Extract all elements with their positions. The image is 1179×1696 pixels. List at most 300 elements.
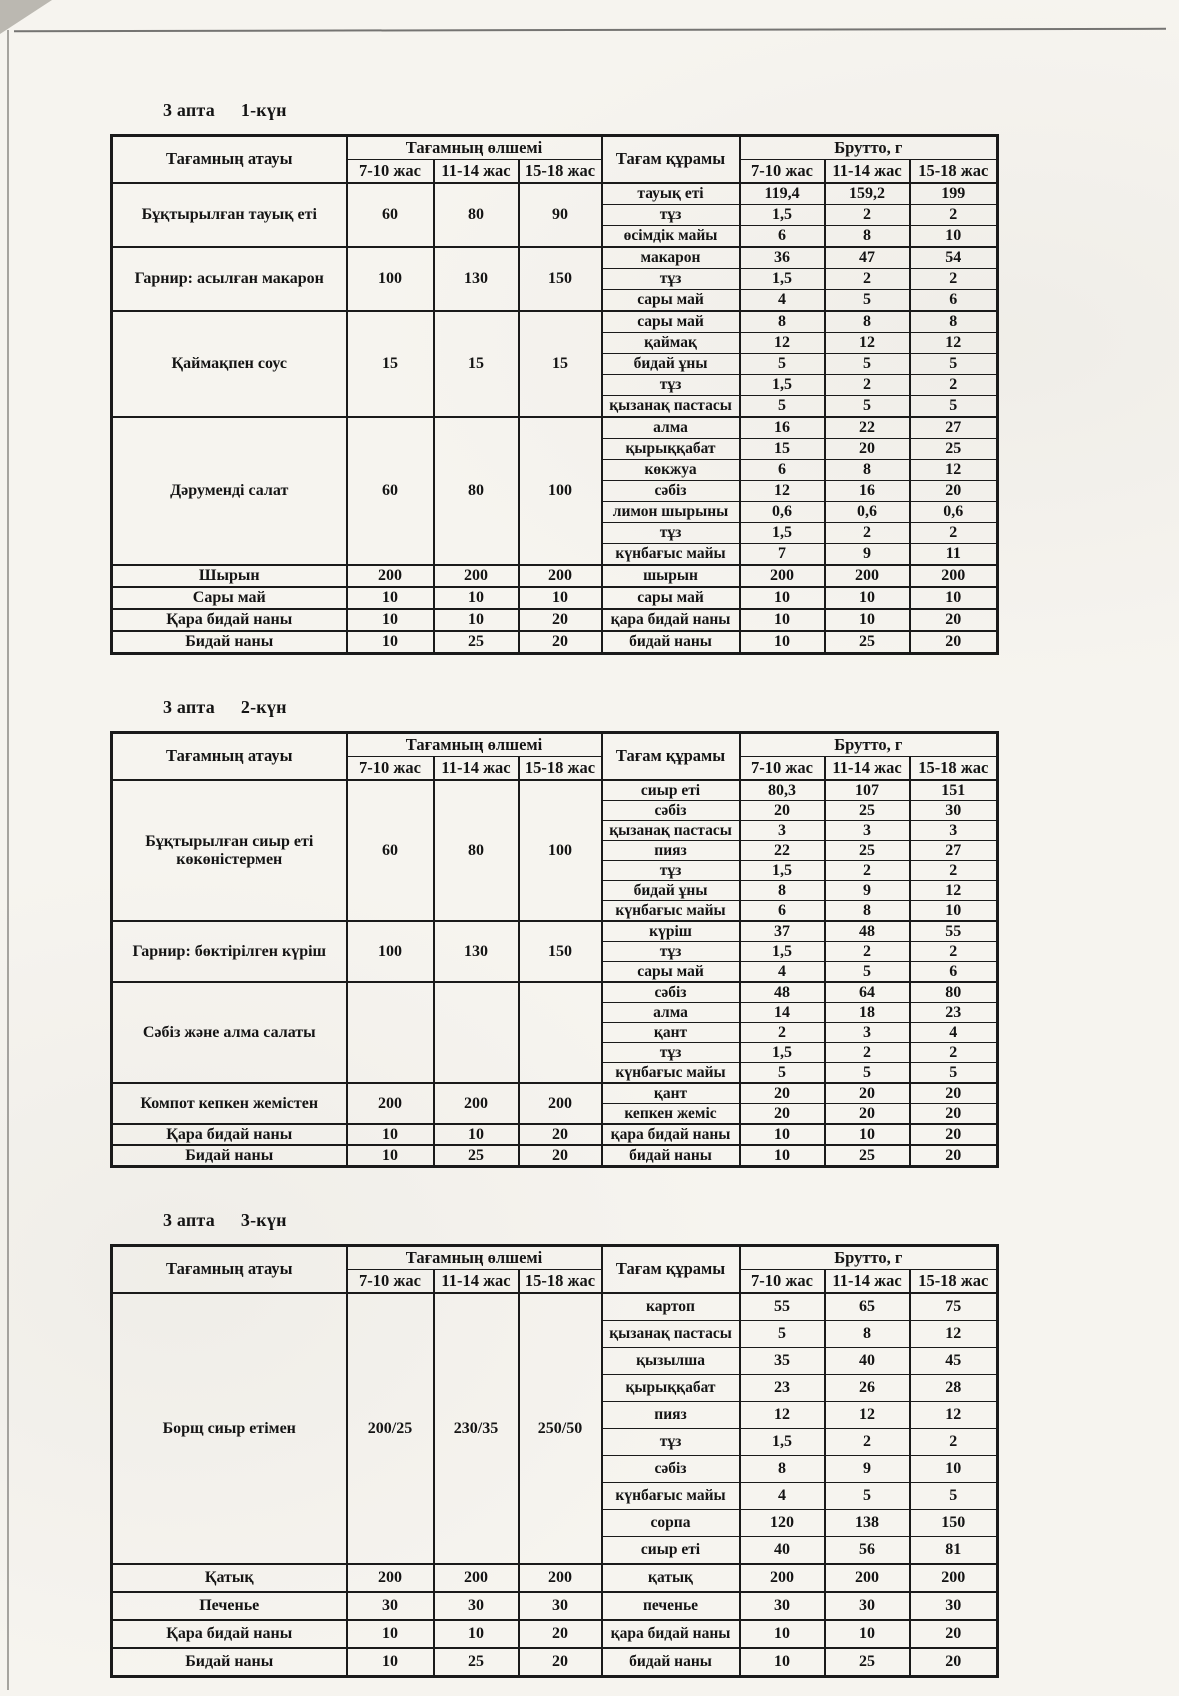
brutto-cell: 12 xyxy=(825,1402,910,1429)
brutto-cell: 20 xyxy=(740,1104,825,1125)
ingredient-name-cell: сары май xyxy=(602,290,740,312)
ingredient-name-cell: бидай ұны xyxy=(602,354,740,375)
portion-cell: 200 xyxy=(347,565,434,587)
portion-cell: 200 xyxy=(347,1564,434,1592)
brutto-cell: 5 xyxy=(825,1063,910,1084)
brutto-cell: 150 xyxy=(910,1510,998,1537)
brutto-cell: 6 xyxy=(740,460,825,481)
brutto-cell: 9 xyxy=(825,881,910,901)
portion-cell: 200 xyxy=(434,565,519,587)
week-label: 3 апта xyxy=(163,697,215,717)
brutto-cell: 6 xyxy=(740,226,825,248)
col-header-ingredients: Тағам құрамы xyxy=(602,136,740,184)
brutto-cell: 0,6 xyxy=(910,502,998,523)
ingredient-name-cell: көкжуа xyxy=(602,460,740,481)
dish-name-cell: Бидай наны xyxy=(112,631,347,654)
brutto-cell: 12 xyxy=(910,881,998,901)
brutto-cell: 0,6 xyxy=(740,502,825,523)
brutto-cell: 12 xyxy=(910,1321,998,1348)
brutto-cell: 2 xyxy=(825,269,910,290)
day-label: 1-күн xyxy=(240,100,287,120)
brutto-cell: 5 xyxy=(825,962,910,983)
brutto-cell: 1,5 xyxy=(740,1043,825,1063)
brutto-cell: 45 xyxy=(910,1348,998,1375)
brutto-cell: 81 xyxy=(910,1537,998,1565)
portion-cell: 20 xyxy=(519,1620,602,1648)
portion-cell: 60 xyxy=(347,780,434,921)
brutto-cell: 37 xyxy=(740,921,825,942)
brutto-cell: 20 xyxy=(825,1083,910,1104)
portion-cell: 10 xyxy=(347,1145,434,1167)
ingredient-name-cell: тұз xyxy=(602,269,740,290)
col-header-dish-name: Тағамның атауы xyxy=(112,733,347,781)
portion-cell: 150 xyxy=(519,921,602,982)
brutto-cell: 4 xyxy=(740,962,825,983)
ingredient-name-cell: пияз xyxy=(602,1402,740,1429)
dish-name-cell: Қара бидай наны xyxy=(112,1124,347,1145)
brutto-cell: 200 xyxy=(910,1564,998,1592)
ingredient-name-cell: кепкен жеміс xyxy=(602,1104,740,1125)
table-row xyxy=(112,921,998,942)
ingredient-name-cell: күріш xyxy=(602,921,740,942)
portion-cell: 60 xyxy=(347,183,434,247)
brutto-cell: 8 xyxy=(825,1321,910,1348)
ingredient-name-cell: күнбағыс майы xyxy=(602,544,740,566)
table-row xyxy=(112,1083,998,1104)
col-header-age-15-18: 15-18 жас xyxy=(519,160,602,184)
brutto-cell: 25 xyxy=(825,1145,910,1167)
ingredient-name-cell: сорпа xyxy=(602,1510,740,1537)
dish-name-cell: Қара бидай наны xyxy=(112,609,347,631)
ingredient-name-cell: сиыр еті xyxy=(602,1537,740,1565)
brutto-cell: 25 xyxy=(910,439,998,460)
brutto-cell: 10 xyxy=(910,226,998,248)
col-header-age-7-10: 7-10 жас xyxy=(347,160,434,184)
brutto-cell: 5 xyxy=(740,1063,825,1084)
brutto-cell: 54 xyxy=(910,247,998,269)
brutto-cell: 20 xyxy=(910,1104,998,1125)
ingredient-name-cell: қатық xyxy=(602,1564,740,1592)
brutto-cell: 200 xyxy=(740,1564,825,1592)
table-row xyxy=(112,1124,998,1145)
ingredient-name-cell: сары май xyxy=(602,311,740,333)
ingredient-name-cell: шырын xyxy=(602,565,740,587)
portion-cell: 20 xyxy=(519,1145,602,1167)
portion-cell: 130 xyxy=(434,247,519,311)
brutto-cell: 10 xyxy=(740,1648,825,1677)
brutto-cell: 2 xyxy=(825,861,910,881)
brutto-cell: 22 xyxy=(825,417,910,439)
brutto-cell: 35 xyxy=(740,1348,825,1375)
brutto-cell: 20 xyxy=(825,1104,910,1125)
ingredient-name-cell: сары май xyxy=(602,587,740,609)
portion-cell: 10 xyxy=(347,1648,434,1677)
brutto-cell: 107 xyxy=(825,780,910,801)
brutto-cell: 22 xyxy=(740,841,825,861)
table-row xyxy=(112,565,998,587)
brutto-cell: 200 xyxy=(825,565,910,587)
day-label: 2-күн xyxy=(240,697,287,717)
portion-cell: 200 xyxy=(434,1083,519,1124)
portion-cell: 10 xyxy=(434,1620,519,1648)
brutto-cell: 25 xyxy=(825,1648,910,1677)
brutto-cell: 30 xyxy=(825,1592,910,1620)
dish-name-cell: Борщ сиыр етімен xyxy=(112,1293,347,1564)
brutto-cell: 40 xyxy=(825,1348,910,1375)
col-header-age-7-10: 7-10 жас xyxy=(347,757,434,781)
brutto-cell: 27 xyxy=(910,417,998,439)
ingredient-name-cell: күнбағыс майы xyxy=(602,1483,740,1510)
col-header-brutto: Брутто, г xyxy=(740,733,998,757)
brutto-cell: 10 xyxy=(910,587,998,609)
col-header-age-15-18: 15-18 жас xyxy=(519,1270,602,1294)
brutto-cell: 25 xyxy=(825,841,910,861)
brutto-cell: 2 xyxy=(910,269,998,290)
col-header-brutto: Брутто, г xyxy=(740,1246,998,1270)
brutto-cell: 9 xyxy=(825,544,910,566)
ingredient-name-cell: сиыр еті xyxy=(602,780,740,801)
brutto-cell: 23 xyxy=(740,1375,825,1402)
menu-day-2-section xyxy=(110,697,1179,1168)
portion-cell: 80 xyxy=(434,780,519,921)
brutto-cell: 200 xyxy=(910,565,998,587)
brutto-cell: 5 xyxy=(910,1063,998,1084)
dish-name-cell: Бидай наны xyxy=(112,1145,347,1167)
ingredient-name-cell: тұз xyxy=(602,523,740,544)
brutto-cell: 10 xyxy=(740,587,825,609)
brutto-cell: 10 xyxy=(740,631,825,654)
ingredient-name-cell: қырыққабат xyxy=(602,439,740,460)
brutto-cell: 10 xyxy=(825,1124,910,1145)
brutto-cell: 2 xyxy=(825,1043,910,1063)
ingredient-name-cell: сәбіз xyxy=(602,801,740,821)
ingredient-name-cell: қызылша xyxy=(602,1348,740,1375)
brutto-cell: 20 xyxy=(910,1648,998,1677)
menu-day-3-section xyxy=(110,1210,1179,1678)
brutto-cell: 12 xyxy=(825,333,910,354)
day-title xyxy=(163,1210,1179,1231)
brutto-cell: 80 xyxy=(910,982,998,1003)
dish-name-cell: Қаймақпен соус xyxy=(112,311,347,417)
dish-name-cell: Бұқтырылған сиыр еті көкөністермен xyxy=(112,780,347,921)
brutto-cell: 138 xyxy=(825,1510,910,1537)
brutto-cell: 8 xyxy=(740,1456,825,1483)
ingredient-name-cell: сәбіз xyxy=(602,1456,740,1483)
brutto-cell: 20 xyxy=(910,631,998,654)
ingredient-name-cell: тұз xyxy=(602,861,740,881)
brutto-cell: 20 xyxy=(910,1124,998,1145)
col-header-age-11-14: 11-14 жас xyxy=(434,1270,519,1294)
brutto-cell: 5 xyxy=(740,396,825,418)
portion-cell: 10 xyxy=(434,1124,519,1145)
portion-cell: 25 xyxy=(434,631,519,654)
brutto-cell: 5 xyxy=(910,354,998,375)
ingredient-name-cell: тұз xyxy=(602,205,740,226)
ingredient-name-cell: қызанақ пастасы xyxy=(602,396,740,418)
brutto-cell: 7 xyxy=(740,544,825,566)
brutto-cell: 2 xyxy=(910,1429,998,1456)
ingredient-name-cell: сәбіз xyxy=(602,481,740,502)
day-title xyxy=(163,100,1179,121)
ingredient-name-cell: қызанақ пастасы xyxy=(602,821,740,841)
brutto-cell: 5 xyxy=(910,396,998,418)
col-header-ingredients: Тағам құрамы xyxy=(602,733,740,781)
brutto-cell: 200 xyxy=(825,1564,910,1592)
brutto-cell: 2 xyxy=(825,205,910,226)
col-header-portion-size: Тағамның өлшемі xyxy=(347,1246,602,1270)
brutto-cell: 27 xyxy=(910,841,998,861)
brutto-cell: 65 xyxy=(825,1293,910,1321)
brutto-cell: 8 xyxy=(740,311,825,333)
portion-cell: 10 xyxy=(347,631,434,654)
ingredient-name-cell: печенье xyxy=(602,1592,740,1620)
ingredient-name-cell: бидай наны xyxy=(602,631,740,654)
portion-cell: 200 xyxy=(519,1083,602,1124)
ingredient-name-cell: қаймақ xyxy=(602,333,740,354)
ingredient-name-cell: макарон xyxy=(602,247,740,269)
portion-cell: 230/35 xyxy=(434,1293,519,1564)
portion-cell: 200 xyxy=(519,565,602,587)
brutto-cell: 2 xyxy=(825,942,910,962)
ingredient-name-cell: тұз xyxy=(602,1043,740,1063)
brutto-cell: 80,3 xyxy=(740,780,825,801)
portion-cell: 15 xyxy=(347,311,434,417)
portion-cell: 10 xyxy=(434,609,519,631)
portion-cell: 90 xyxy=(519,183,602,247)
brutto-cell: 3 xyxy=(910,821,998,841)
col-header-brutto: Брутто, г xyxy=(740,136,998,160)
week-label: 3 апта xyxy=(163,1210,215,1230)
portion-cell: 10 xyxy=(347,587,434,609)
dish-name-cell: Бұқтырылған тауық еті xyxy=(112,183,347,247)
table-row xyxy=(112,417,998,439)
portion-cell: 250/50 xyxy=(519,1293,602,1564)
menu-table-day-1 xyxy=(110,134,999,655)
brutto-cell: 119,4 xyxy=(740,183,825,205)
brutto-cell: 2 xyxy=(910,375,998,396)
brutto-cell: 120 xyxy=(740,1510,825,1537)
brutto-cell: 159,2 xyxy=(825,183,910,205)
portion-cell: 100 xyxy=(519,417,602,565)
brutto-cell: 4 xyxy=(740,1483,825,1510)
col-header-age-11-14: 11-14 жас xyxy=(825,1270,910,1294)
brutto-cell: 199 xyxy=(910,183,998,205)
brutto-cell: 12 xyxy=(910,1402,998,1429)
ingredient-name-cell: күнбағыс майы xyxy=(602,901,740,922)
dish-name-cell: Сәбіз және алма салаты xyxy=(112,982,347,1083)
brutto-cell: 2 xyxy=(910,942,998,962)
table-row xyxy=(112,311,998,333)
brutto-cell: 25 xyxy=(825,631,910,654)
table-row xyxy=(112,631,998,654)
portion-cell: 200 xyxy=(347,1083,434,1124)
table-row xyxy=(112,609,998,631)
brutto-cell: 3 xyxy=(825,821,910,841)
portion-cell: 100 xyxy=(347,247,434,311)
dish-name-cell: Қара бидай наны xyxy=(112,1620,347,1648)
col-header-age-15-18: 15-18 жас xyxy=(910,757,998,781)
brutto-cell: 2 xyxy=(910,1043,998,1063)
ingredient-name-cell: қырыққабат xyxy=(602,1375,740,1402)
dish-name-cell: Сары май xyxy=(112,587,347,609)
portion-cell: 10 xyxy=(519,587,602,609)
brutto-cell: 20 xyxy=(910,609,998,631)
brutto-cell: 2 xyxy=(910,523,998,544)
brutto-cell: 23 xyxy=(910,1003,998,1023)
brutto-cell: 75 xyxy=(910,1293,998,1321)
ingredient-name-cell: қара бидай наны xyxy=(602,609,740,631)
portion-cell: 80 xyxy=(434,183,519,247)
table-row xyxy=(112,1648,998,1677)
ingredient-name-cell: бидай наны xyxy=(602,1648,740,1677)
portion-cell xyxy=(347,982,434,1083)
brutto-cell: 12 xyxy=(910,460,998,481)
dish-name-cell: Печенье xyxy=(112,1592,347,1620)
portion-cell: 130 xyxy=(434,921,519,982)
ingredient-name-cell: қара бидай наны xyxy=(602,1124,740,1145)
portion-cell: 60 xyxy=(347,417,434,565)
ingredient-name-cell: өсімдік майы xyxy=(602,226,740,248)
portion-cell: 200 xyxy=(519,1564,602,1592)
brutto-cell: 3 xyxy=(740,821,825,841)
brutto-cell: 15 xyxy=(740,439,825,460)
portion-cell: 25 xyxy=(434,1648,519,1677)
brutto-cell: 26 xyxy=(825,1375,910,1402)
brutto-cell: 2 xyxy=(825,1429,910,1456)
portion-cell: 200/25 xyxy=(347,1293,434,1564)
table-row xyxy=(112,1620,998,1648)
ingredient-name-cell: қант xyxy=(602,1083,740,1104)
brutto-cell: 30 xyxy=(910,801,998,821)
col-header-age-7-10: 7-10 жас xyxy=(347,1270,434,1294)
ingredient-name-cell: қара бидай наны xyxy=(602,1620,740,1648)
brutto-cell: 2 xyxy=(910,205,998,226)
col-header-age-15-18: 15-18 жас xyxy=(910,1270,998,1294)
dish-name-cell: Гарнир: асылған макарон xyxy=(112,247,347,311)
menu-table-day-3 xyxy=(110,1244,999,1678)
ingredient-name-cell: сары май xyxy=(602,962,740,983)
portion-cell: 150 xyxy=(519,247,602,311)
brutto-cell: 5 xyxy=(910,1483,998,1510)
brutto-cell: 11 xyxy=(910,544,998,566)
dish-name-cell: Дәруменді салат xyxy=(112,417,347,565)
brutto-cell: 10 xyxy=(740,609,825,631)
ingredient-name-cell: алма xyxy=(602,417,740,439)
dish-name-cell: Компот кепкен жемістен xyxy=(112,1083,347,1124)
brutto-cell: 64 xyxy=(825,982,910,1003)
brutto-cell: 5 xyxy=(825,396,910,418)
brutto-cell: 10 xyxy=(825,1620,910,1648)
col-header-ingredients: Тағам құрамы xyxy=(602,1246,740,1294)
dish-name-cell: Гарнир: бөктірілген күріш xyxy=(112,921,347,982)
ingredient-name-cell: картоп xyxy=(602,1293,740,1321)
brutto-cell: 48 xyxy=(825,921,910,942)
ingredient-name-cell: күнбағыс майы xyxy=(602,1063,740,1084)
brutto-cell: 4 xyxy=(740,290,825,312)
brutto-cell: 1,5 xyxy=(740,375,825,396)
portion-cell: 10 xyxy=(434,587,519,609)
brutto-cell: 2 xyxy=(910,861,998,881)
col-header-age-11-14: 11-14 жас xyxy=(434,757,519,781)
col-header-age-11-14: 11-14 жас xyxy=(825,160,910,184)
brutto-cell: 5 xyxy=(740,354,825,375)
portion-cell xyxy=(519,982,602,1083)
col-header-dish-name: Тағамның атауы xyxy=(112,136,347,184)
col-header-age-11-14: 11-14 жас xyxy=(825,757,910,781)
brutto-cell: 40 xyxy=(740,1537,825,1565)
table-row xyxy=(112,1293,998,1321)
brutto-cell: 1,5 xyxy=(740,861,825,881)
brutto-cell: 200 xyxy=(740,565,825,587)
portion-cell: 200 xyxy=(434,1564,519,1592)
ingredient-name-cell: қант xyxy=(602,1023,740,1043)
portion-cell: 20 xyxy=(519,631,602,654)
brutto-cell: 6 xyxy=(910,290,998,312)
ingredient-name-cell: тұз xyxy=(602,1429,740,1456)
portion-cell: 25 xyxy=(434,1145,519,1167)
brutto-cell: 20 xyxy=(825,439,910,460)
brutto-cell: 8 xyxy=(740,881,825,901)
brutto-cell: 18 xyxy=(825,1003,910,1023)
portion-cell: 80 xyxy=(434,417,519,565)
brutto-cell: 6 xyxy=(740,901,825,922)
table-row xyxy=(112,1145,998,1167)
table-row xyxy=(112,247,998,269)
brutto-cell: 20 xyxy=(910,1145,998,1167)
col-header-age-15-18: 15-18 жас xyxy=(910,160,998,184)
portion-cell xyxy=(434,982,519,1083)
brutto-cell: 20 xyxy=(910,1620,998,1648)
brutto-cell: 5 xyxy=(825,354,910,375)
brutto-cell: 1,5 xyxy=(740,942,825,962)
col-header-dish-name: Тағамның атауы xyxy=(112,1246,347,1294)
portion-cell: 30 xyxy=(519,1592,602,1620)
brutto-cell: 10 xyxy=(825,609,910,631)
table-row xyxy=(112,1564,998,1592)
brutto-cell: 16 xyxy=(740,417,825,439)
ingredient-name-cell: тұз xyxy=(602,375,740,396)
brutto-cell: 8 xyxy=(910,311,998,333)
brutto-cell: 1,5 xyxy=(740,523,825,544)
menu-table-day-2 xyxy=(110,731,999,1168)
brutto-cell: 20 xyxy=(910,1083,998,1104)
portion-cell: 20 xyxy=(519,1124,602,1145)
brutto-cell: 5 xyxy=(825,290,910,312)
brutto-cell: 12 xyxy=(740,481,825,502)
brutto-cell: 55 xyxy=(910,921,998,942)
portion-cell: 100 xyxy=(347,921,434,982)
brutto-cell: 14 xyxy=(740,1003,825,1023)
brutto-cell: 2 xyxy=(740,1023,825,1043)
col-header-age-7-10: 7-10 жас xyxy=(740,160,825,184)
portion-cell: 10 xyxy=(347,1620,434,1648)
brutto-cell: 12 xyxy=(740,1402,825,1429)
col-header-age-7-10: 7-10 жас xyxy=(740,1270,825,1294)
brutto-cell: 47 xyxy=(825,247,910,269)
brutto-cell: 56 xyxy=(825,1537,910,1565)
brutto-cell: 20 xyxy=(740,801,825,821)
brutto-cell: 5 xyxy=(740,1321,825,1348)
brutto-cell: 20 xyxy=(740,1083,825,1104)
brutto-cell: 16 xyxy=(825,481,910,502)
ingredient-name-cell: лимон шырыны xyxy=(602,502,740,523)
table-row xyxy=(112,780,998,801)
dish-name-cell: Шырын xyxy=(112,565,347,587)
portion-cell: 10 xyxy=(347,1124,434,1145)
portion-cell: 20 xyxy=(519,1648,602,1677)
col-header-age-15-18: 15-18 жас xyxy=(519,757,602,781)
table-row xyxy=(112,1592,998,1620)
